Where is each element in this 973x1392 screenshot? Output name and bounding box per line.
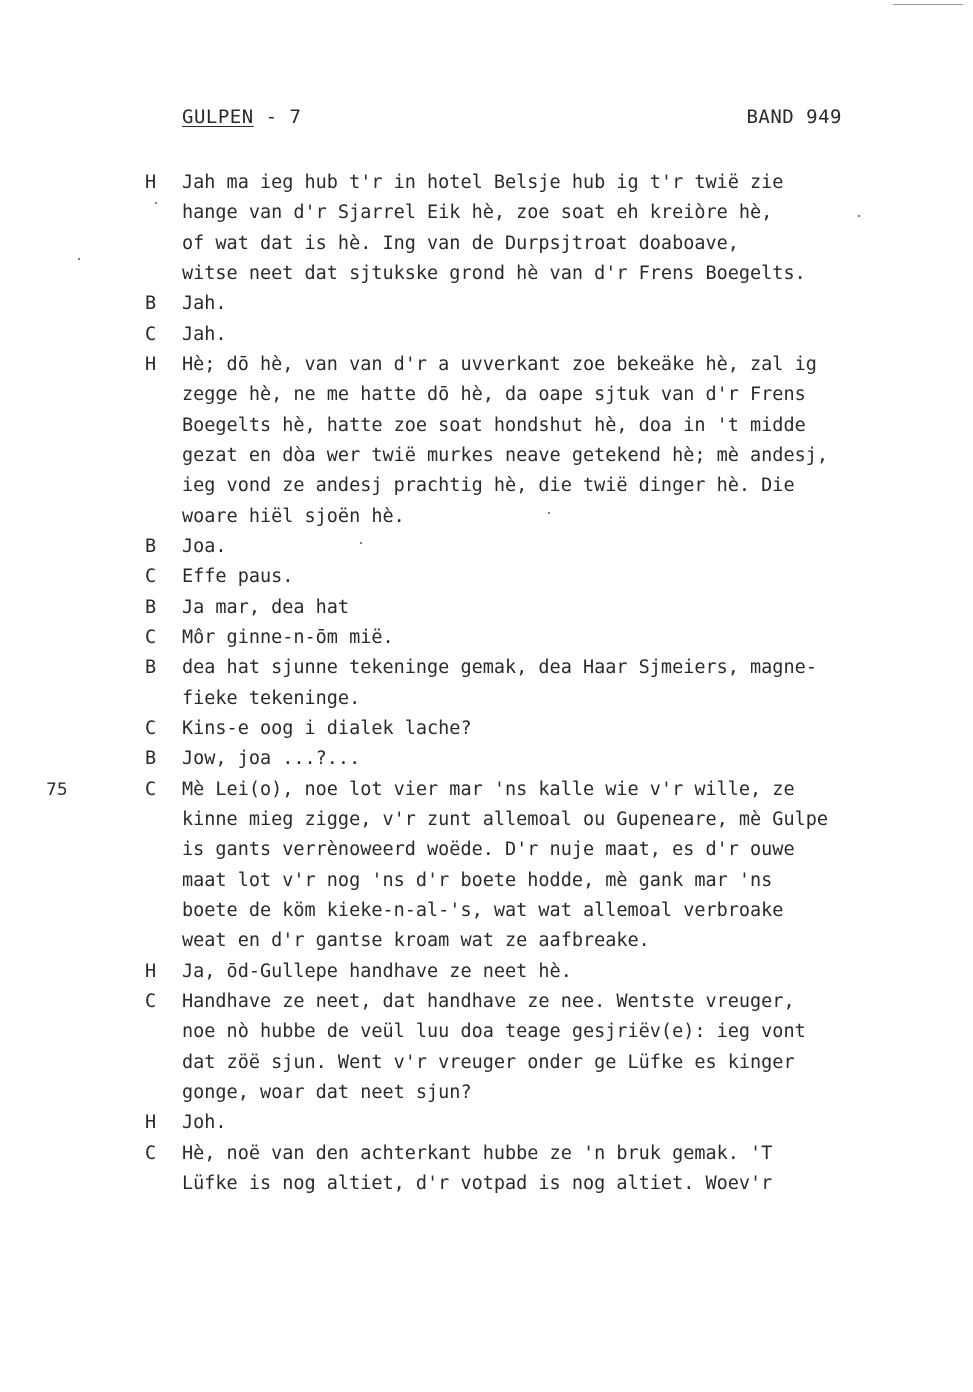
header-place: GULPEN — [182, 106, 254, 128]
header-left — [182, 106, 301, 128]
transcript-line — [0, 562, 973, 592]
transcript-line — [0, 957, 973, 987]
utterance-text: Jah ma ieg hub t'r in hotel Belsje hub ig t'r twië zie — [182, 172, 784, 193]
utterance-text: Boegelts hè, hatte zoe soat hondshut hè, doa in 't midde — [182, 414, 806, 436]
transcript-line — [0, 1048, 973, 1078]
transcript-line — [0, 350, 973, 380]
transcript-line — [0, 502, 973, 532]
utterance-text: maat lot v'r nog 'ns d'r boete hodde, mè gank mar 'ns — [182, 869, 773, 891]
scan-speck — [155, 202, 157, 204]
utterance-text: Hè; dō hè, van van d'r a uvverkant zoe bekeäke hè, zal ig — [182, 353, 817, 375]
transcript-line — [0, 471, 973, 501]
speaker-label: B — [145, 293, 157, 315]
utterance-text: Jah. — [182, 293, 227, 315]
utterance-text: Môr ginne-n-ōm mië. — [182, 626, 394, 648]
speaker-label: B — [145, 535, 157, 557]
scan-edge-line — [893, 4, 963, 5]
transcript-line — [0, 320, 973, 350]
utterance-text: kinne mieg zigge, v'r zunt allemoal ou Gupeneare, mè Gulpe — [182, 808, 829, 830]
transcript-line — [0, 441, 973, 471]
speaker-label: C — [145, 323, 157, 345]
transcript-line — [0, 259, 973, 289]
speaker-label: H — [145, 353, 157, 375]
scan-speck — [360, 542, 362, 544]
utterance-text: hange van d'r Sjarrel Eik hè, zoe soat eh kreiòre hè, — [182, 202, 773, 224]
transcript-line — [0, 168, 973, 198]
scan-speck — [78, 258, 80, 260]
utterance-text: Effe paus. — [182, 566, 294, 588]
transcript-line — [0, 1169, 973, 1199]
utterance-text: Kins-e oog i dialek lache? — [182, 717, 472, 739]
transcript-line — [0, 411, 973, 441]
transcript-body — [0, 168, 973, 1199]
speaker-label: C — [145, 566, 157, 588]
transcript-line — [0, 198, 973, 228]
transcript-line — [0, 380, 973, 410]
speaker-label: C — [145, 778, 157, 800]
utterance-text: Joh. — [182, 1112, 227, 1134]
utterance-text: Joa. — [182, 535, 227, 557]
header-band: BAND 949 — [746, 106, 842, 128]
transcript-line — [0, 866, 973, 896]
speaker-label: B — [145, 748, 157, 770]
transcript-line — [0, 289, 973, 319]
transcript-line — [0, 744, 973, 774]
transcript-line — [0, 532, 973, 562]
transcript-line — [0, 229, 973, 259]
speaker-label: C — [145, 626, 157, 648]
utterance-text: of wat dat is hè. Ing van de Durpsjtroat doaboave, — [182, 232, 739, 254]
transcript-line — [0, 623, 973, 653]
utterance-text: dat zöë sjun. Went v'r vreuger onder ge Lüfke es kinger — [182, 1051, 795, 1073]
speaker-label: B — [145, 657, 157, 679]
speaker-label: H — [145, 1112, 157, 1134]
speaker-label: C — [145, 717, 157, 739]
transcript-line — [0, 1017, 973, 1047]
transcript-line — [0, 1139, 973, 1169]
utterance-text: zegge hè, ne me hatte dō hè, da oape sjtuk van d'r Frens — [182, 384, 806, 406]
utterance-text: weat en d'r gantse kroam wat ze aafbreake. — [182, 930, 650, 952]
transcript-line — [0, 1108, 973, 1138]
utterance-text: Jow, joa ...?... — [182, 748, 361, 770]
utterance-text: fieke tekeninge. — [182, 687, 361, 709]
utterance-text: dea hat sjunne tekeninge gemak, dea Haar Sjmeiers, magne- — [182, 657, 817, 679]
utterance-text: Handhave ze neet, dat handhave ze nee. Wentste vreuger, — [182, 990, 795, 1012]
scan-speck — [548, 512, 550, 514]
utterance-text: noe nò hubbe de veül luu doa teage gesjriëv(e): ieg vont — [182, 1021, 806, 1043]
utterance-text: woare hiël sjoën hè. — [182, 505, 405, 527]
utterance-text: gezat en dòa wer twië murkes neave getekend hè; mè andesj, — [182, 444, 829, 466]
transcript-line — [0, 896, 973, 926]
utterance-text: Ja mar, dea hat — [182, 596, 350, 618]
transcript-line — [0, 926, 973, 956]
utterance-text: Hè, noë van den achterkant hubbe ze 'n bruk gemak. 'T — [182, 1142, 773, 1164]
transcript-line — [0, 805, 973, 835]
transcript-line — [0, 653, 973, 683]
speaker-label: C — [145, 1142, 157, 1164]
speaker-label: B — [145, 596, 157, 618]
utterance-text: ieg vond ze andesj prachtig hè, die twië dinger hè. Die — [182, 475, 795, 497]
utterance-text: is gants verrènoweerd woëde. D'r nuje maat, es d'r ouwe — [182, 839, 795, 861]
transcript-line — [0, 987, 973, 1017]
line-number: 75 — [46, 779, 68, 800]
utterance-text: witse neet dat sjtukske grond hè van d'r Frens Boegelts. — [182, 262, 806, 284]
header-page-number: - 7 — [253, 106, 302, 128]
utterance-text: Ja, ōd-Gullepe handhave ze neet hè. — [182, 960, 572, 982]
speaker-label: C — [145, 990, 157, 1012]
speaker-label: H — [145, 960, 157, 982]
utterance-text: boete de köm kieke-n-al-'s, wat wat allemoal verbroake — [182, 899, 784, 921]
speaker-label: H — [145, 172, 157, 193]
utterance-text: Lüfke is nog altiet, d'r votpad is nog altiet. Woev'r — [182, 1172, 773, 1194]
scan-speck — [858, 215, 860, 217]
transcript-line — [0, 775, 973, 805]
transcript-line — [0, 835, 973, 865]
utterance-text: Mè Lei(o), noe lot vier mar 'ns kalle wie v'r wille, ze — [182, 778, 795, 800]
utterance-text: Jah. — [182, 323, 227, 345]
transcript-line — [0, 684, 973, 714]
transcript-line — [0, 714, 973, 744]
page-header — [182, 106, 842, 136]
transcript-line — [0, 1078, 973, 1108]
transcript-line — [0, 593, 973, 623]
utterance-text: gonge, woar dat neet sjun? — [182, 1081, 472, 1103]
